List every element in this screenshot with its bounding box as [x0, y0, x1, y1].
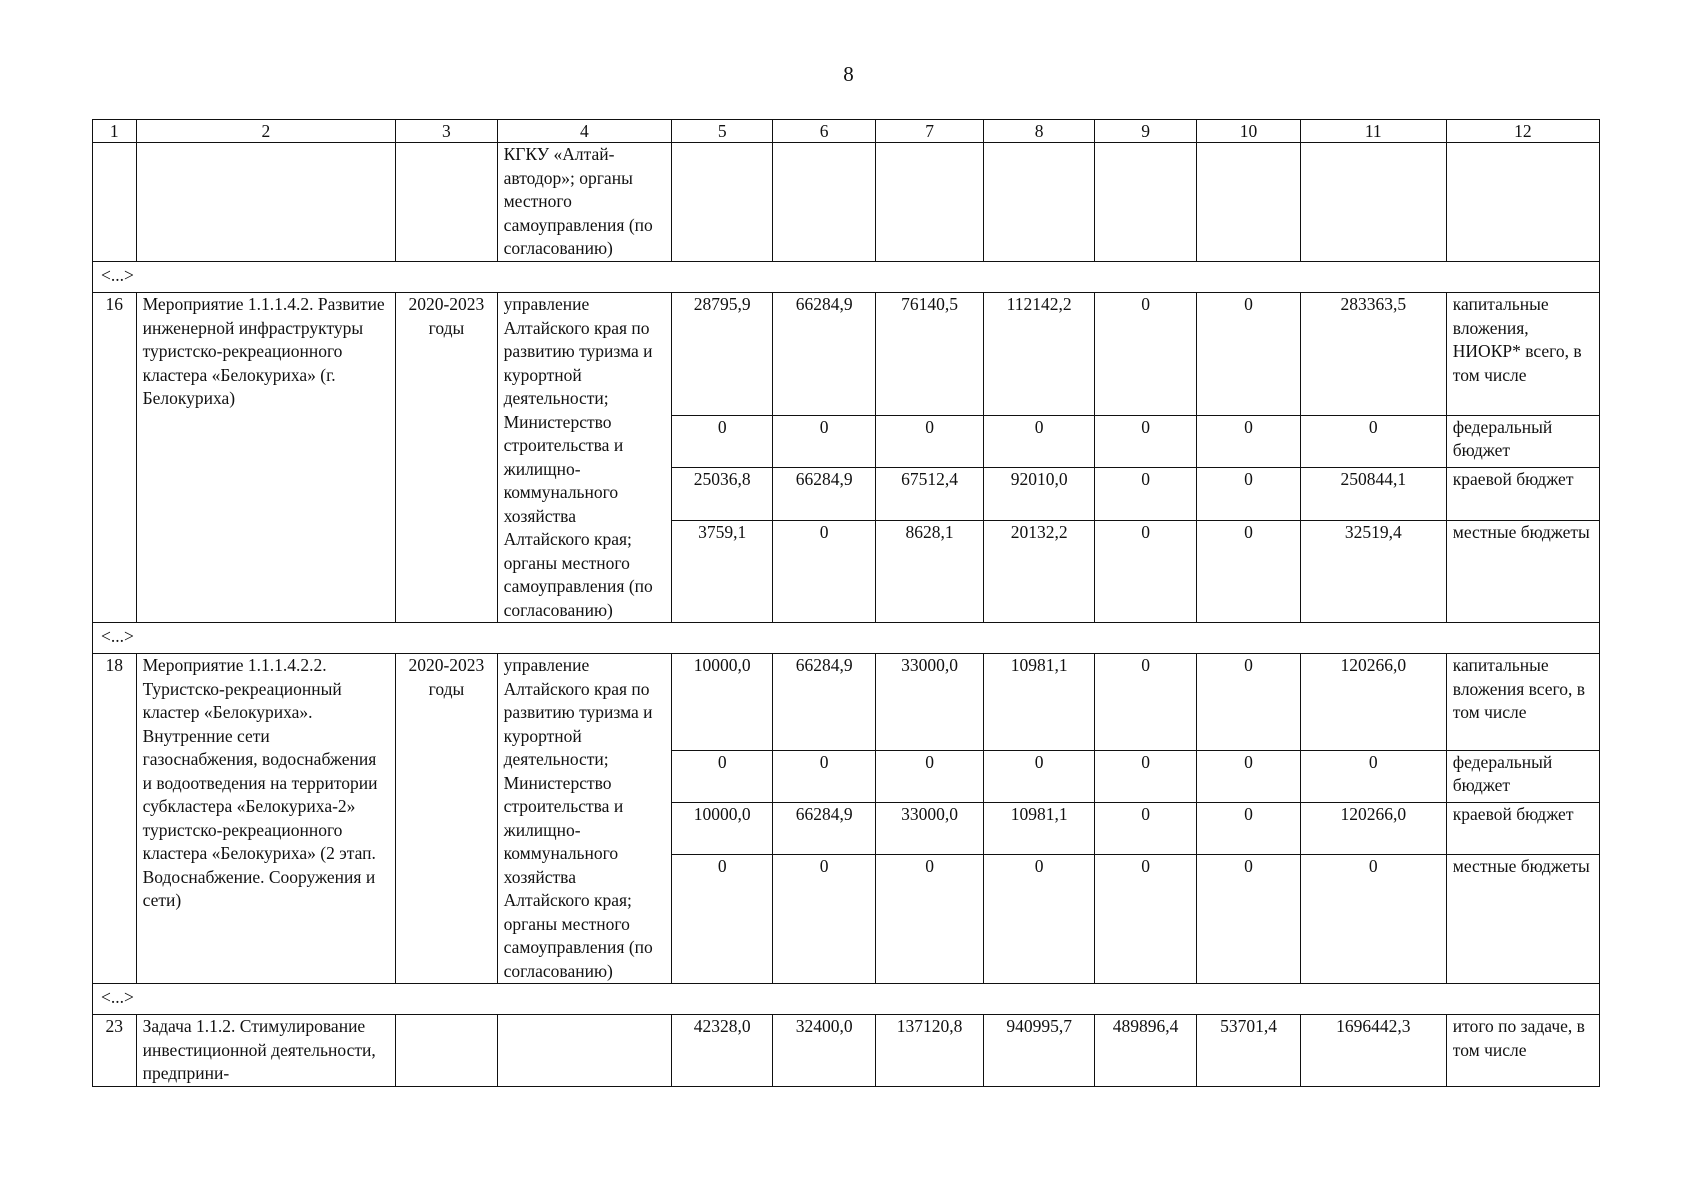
value-cell: 66284,9	[773, 654, 875, 751]
executor-cell: КГКУ «Алтай-автодор»; органы местного самоуправления (по согласованию)	[497, 143, 671, 262]
col-header-3: 3	[396, 120, 497, 143]
value-cell: 10000,0	[672, 802, 773, 854]
value-cell: 0	[875, 854, 984, 983]
total-cell: 0	[1300, 415, 1446, 468]
total-cell: 0	[1300, 750, 1446, 802]
value-cell: 0	[1094, 854, 1196, 983]
value-cell: 0	[773, 520, 875, 622]
ellipsis-marker: <...>	[93, 623, 1600, 654]
executor-cell	[497, 1015, 671, 1087]
value-cell: 0	[1094, 654, 1196, 751]
col-header-12: 12	[1446, 120, 1599, 143]
funding-source: федеральный бюджет	[1446, 415, 1599, 468]
funding-source: местные бюджеты	[1446, 520, 1599, 622]
value-cell: 0	[1094, 415, 1196, 468]
row-number: 23	[93, 1015, 137, 1087]
value-cell: 66284,9	[773, 293, 875, 416]
funding-source: капитальные вложения, НИОКР* всего, в том числе	[1446, 293, 1599, 416]
value-cell: 0	[1197, 415, 1300, 468]
value-cell: 10981,1	[984, 802, 1095, 854]
period: 2020-2023 годы	[396, 293, 497, 623]
page-number: 8	[843, 62, 854, 86]
value-cell: 940995,7	[984, 1015, 1095, 1087]
value-cell: 0	[1094, 520, 1196, 622]
activity-name: Мероприятие 1.1.1.4.2.2. Туристско-рекреационный кластер «Белокуриха». Внутренние сети газоснабжения, водоснабжения и водоотведения на территории субкластера «Белокуриха-2» туристско-рекреационного кластера «Белокуриха» (2 этап. Водоснабжение. Сооружения и сети)	[136, 654, 396, 984]
col-header-11: 11	[1300, 120, 1446, 143]
value-cell: 0	[1197, 750, 1300, 802]
value-cell: 0	[1197, 468, 1300, 521]
value-cell: 28795,9	[672, 293, 773, 416]
period: 2020-2023 годы	[396, 654, 497, 984]
total-cell: 250844,1	[1300, 468, 1446, 521]
column-number-header-row	[93, 120, 1600, 143]
col-header-7: 7	[875, 120, 984, 143]
total-cell: 120266,0	[1300, 654, 1446, 751]
ellipsis-row	[93, 623, 1600, 654]
value-cell: 10000,0	[672, 654, 773, 751]
value-cell: 0	[1094, 293, 1196, 416]
value-cell: 53701,4	[1197, 1015, 1300, 1087]
value-cell: 0	[773, 854, 875, 983]
value-cell: 66284,9	[773, 468, 875, 521]
table-row	[93, 654, 1600, 751]
funding-source: итого по задаче, в том числе	[1446, 1015, 1599, 1087]
task-name: Задача 1.1.2. Стимулирование инвестиционной деятельности, предприни-	[136, 1015, 396, 1087]
executor-cell: управление Алтайского края по развитию туризма и курортной деятельности; Министерство строительства и жилищно-коммунального хозяйства Алтайского края; органы местного самоуправления (по согласованию)	[497, 654, 671, 984]
activity-name: Мероприятие 1.1.1.4.2. Развитие инженерной инфраструктуры туристско-рекреационного кластера «Белокуриха» (г. Белокуриха)	[136, 293, 396, 623]
total-cell: 32519,4	[1300, 520, 1446, 622]
value-cell: 92010,0	[984, 468, 1095, 521]
funding-source: краевой бюджет	[1446, 802, 1599, 854]
col-header-9: 9	[1094, 120, 1196, 143]
table-row	[93, 293, 1600, 416]
value-cell: 0	[875, 750, 984, 802]
value-cell: 33000,0	[875, 654, 984, 751]
value-cell: 0	[1094, 802, 1196, 854]
value-cell: 67512,4	[875, 468, 984, 521]
col-header-5: 5	[672, 120, 773, 143]
value-cell: 0	[1197, 802, 1300, 854]
col-header-10: 10	[1197, 120, 1300, 143]
value-cell: 489896,4	[1094, 1015, 1196, 1087]
value-cell: 0	[1094, 468, 1196, 521]
value-cell: 0	[984, 750, 1095, 802]
value-cell: 112142,2	[984, 293, 1095, 416]
value-cell: 42328,0	[672, 1015, 773, 1087]
value-cell: 66284,9	[773, 802, 875, 854]
row-number: 18	[93, 654, 137, 984]
col-header-2: 2	[136, 120, 396, 143]
value-cell: 33000,0	[875, 802, 984, 854]
ellipsis-row	[93, 984, 1600, 1015]
col-header-4: 4	[497, 120, 671, 143]
funding-source: федеральный бюджет	[1446, 750, 1599, 802]
table-row	[93, 1015, 1600, 1087]
value-cell: 0	[1094, 750, 1196, 802]
ellipsis-marker: <...>	[93, 262, 1600, 293]
budget-table	[92, 119, 1600, 1087]
ellipsis-row	[93, 262, 1600, 293]
value-cell: 8628,1	[875, 520, 984, 622]
value-cell: 137120,8	[875, 1015, 984, 1087]
value-cell: 25036,8	[672, 468, 773, 521]
value-cell: 0	[1197, 293, 1300, 416]
row-number: 16	[93, 293, 137, 623]
continuation-row	[93, 143, 1600, 262]
total-cell: 0	[1300, 854, 1446, 983]
funding-source: краевой бюджет	[1446, 468, 1599, 521]
value-cell: 3759,1	[672, 520, 773, 622]
col-header-1: 1	[93, 120, 137, 143]
value-cell: 0	[875, 415, 984, 468]
funding-source: местные бюджеты	[1446, 854, 1599, 983]
period	[396, 1015, 497, 1087]
funding-source: капитальные вложения всего, в том числе	[1446, 654, 1599, 751]
value-cell: 0	[1197, 520, 1300, 622]
value-cell: 0	[1197, 654, 1300, 751]
value-cell: 0	[773, 750, 875, 802]
value-cell: 10981,1	[984, 654, 1095, 751]
total-cell: 1696442,3	[1300, 1015, 1446, 1087]
col-header-6: 6	[773, 120, 875, 143]
executor-cell: управление Алтайского края по развитию туризма и курортной деятельности; Министерство строительства и жилищно-коммунального хозяйства Алтайского края; органы местного самоуправления (по согласованию)	[497, 293, 671, 623]
total-cell: 120266,0	[1300, 802, 1446, 854]
total-cell: 283363,5	[1300, 293, 1446, 416]
ellipsis-marker: <...>	[93, 984, 1600, 1015]
value-cell: 0	[984, 854, 1095, 983]
value-cell: 0	[773, 415, 875, 468]
value-cell: 0	[672, 750, 773, 802]
value-cell: 20132,2	[984, 520, 1095, 622]
value-cell: 76140,5	[875, 293, 984, 416]
col-header-8: 8	[984, 120, 1095, 143]
value-cell: 0	[672, 854, 773, 983]
value-cell: 0	[672, 415, 773, 468]
value-cell: 0	[1197, 854, 1300, 983]
value-cell: 0	[984, 415, 1095, 468]
value-cell: 32400,0	[773, 1015, 875, 1087]
